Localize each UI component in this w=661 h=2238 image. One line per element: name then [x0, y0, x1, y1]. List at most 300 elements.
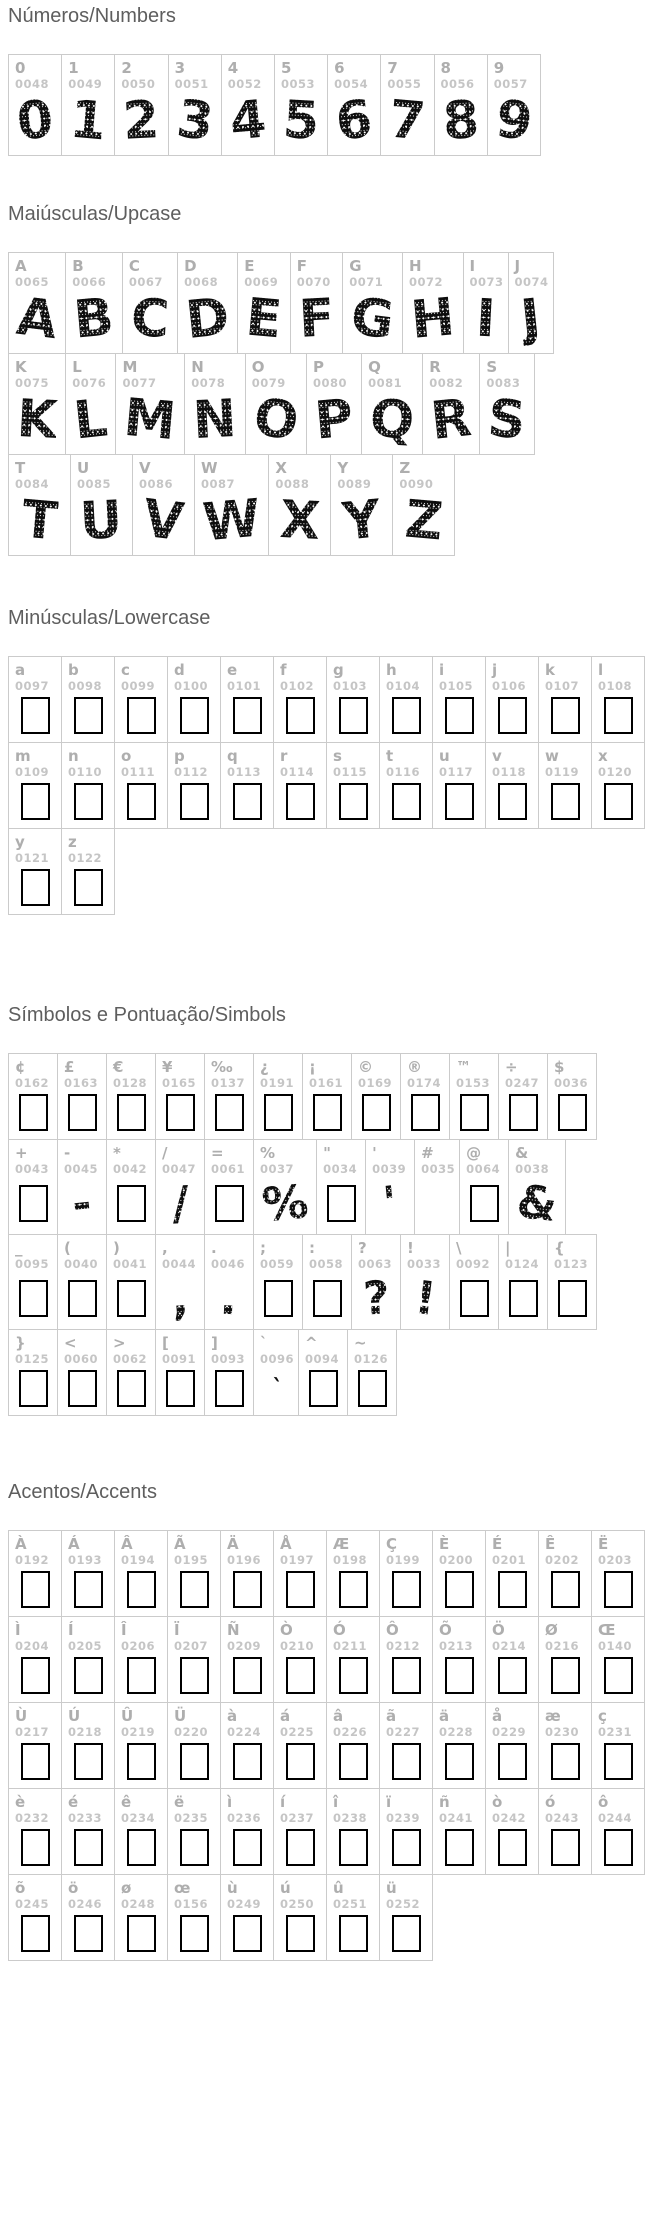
cell-header — [592, 1531, 644, 1567]
glyph-code-label: 0111 — [121, 765, 156, 779]
glyph-code-label: 0206 — [121, 1639, 156, 1653]
glyph-char-label: m — [15, 747, 31, 765]
glyph-cell-0058 — [302, 1234, 352, 1330]
cell-header — [380, 1531, 432, 1567]
missing-glyph-box — [445, 697, 474, 734]
glyph-cell-0242 — [485, 1788, 539, 1875]
glyph-render: V — [139, 488, 188, 554]
cell-header — [486, 1617, 538, 1653]
glyph-char-label: ü — [386, 1879, 397, 1897]
glyph-area — [327, 693, 379, 742]
section-heading-lowercase: Minúsculas/Lowercase — [8, 607, 211, 629]
missing-glyph-box — [233, 1915, 262, 1952]
glyph-cell-0195 — [167, 1530, 221, 1617]
glyph-code-label: 0103 — [333, 679, 368, 693]
cell-header — [303, 1235, 351, 1271]
glyph-area — [274, 693, 326, 742]
glyph-code-label: 0202 — [545, 1553, 580, 1567]
accents-grid — [8, 1530, 661, 1961]
glyph-render: O — [250, 387, 302, 453]
glyph-area — [221, 1653, 273, 1702]
glyph-char-label: } — [15, 1334, 26, 1352]
cell-header — [433, 1617, 485, 1653]
missing-glyph-box — [117, 1370, 146, 1407]
cell-header — [107, 1330, 155, 1366]
glyph-area — [362, 390, 422, 454]
glyph-area — [486, 1739, 538, 1788]
missing-glyph-box — [445, 1829, 474, 1866]
cell-header — [9, 455, 70, 491]
cell-header — [539, 1617, 591, 1653]
glyph-cell-0047 — [155, 1139, 205, 1235]
glyph-cell-0036 — [547, 1053, 597, 1140]
cell-header — [381, 55, 433, 91]
glyph-area — [66, 390, 115, 454]
glyph-code-label: 0086 — [139, 477, 174, 491]
glyph-char-label: v — [492, 747, 502, 765]
glyph-area — [221, 779, 273, 828]
glyph-char-label: Ä — [227, 1535, 239, 1553]
glyph-cell-0106 — [485, 656, 539, 743]
cell-header — [352, 1235, 400, 1271]
glyph-code-label: 0246 — [68, 1897, 103, 1911]
cell-header — [380, 1789, 432, 1825]
cell-header — [435, 55, 487, 91]
cell-header — [107, 1235, 155, 1271]
glyph-char-label: õ — [15, 1879, 26, 1897]
cell-header — [380, 1617, 432, 1653]
glyph-cell-0110 — [61, 742, 115, 829]
glyph-cell-0156 — [167, 1874, 221, 1961]
glyph-code-label: 0227 — [386, 1725, 421, 1739]
glyph-char-label: à — [227, 1707, 238, 1725]
glyph-code-label: 0122 — [68, 851, 103, 865]
section-heading-upcase: Maiúsculas/Upcase — [8, 203, 182, 225]
glyph-code-label: 0076 — [72, 376, 107, 390]
missing-glyph-box — [21, 869, 50, 906]
glyph-area — [433, 1825, 485, 1874]
missing-glyph-box — [286, 1829, 315, 1866]
glyph-cell-0035 — [414, 1139, 460, 1235]
missing-glyph-box — [445, 1743, 474, 1780]
glyph-render: N — [191, 388, 239, 452]
glyph-render: & — [513, 1173, 561, 1233]
missing-glyph-box — [339, 1915, 368, 1952]
glyph-render: ! — [411, 1269, 439, 1327]
cell-header — [254, 1140, 316, 1176]
cell-header — [328, 55, 380, 91]
glyph-area — [486, 1567, 538, 1616]
cell-header — [509, 1140, 565, 1176]
glyph-cell-0072 — [402, 252, 464, 354]
glyph-area — [328, 91, 380, 155]
glyph-cell-0252 — [379, 1874, 433, 1961]
glyph-area — [592, 1567, 644, 1616]
glyph-area — [58, 1090, 106, 1139]
glyph-code-label: 0063 — [358, 1257, 393, 1271]
glyph-code-label: 0074 — [514, 275, 549, 289]
glyph-char-label: @ — [466, 1144, 482, 1162]
glyph-cell-0237 — [273, 1788, 327, 1875]
missing-glyph-box — [551, 783, 580, 820]
cell-header — [9, 1531, 61, 1567]
cell-header — [269, 455, 330, 491]
glyph-cell-0102 — [273, 656, 327, 743]
glyph-code-label: 0203 — [598, 1553, 633, 1567]
glyph-render: A — [13, 286, 61, 352]
glyph-render: H — [408, 287, 458, 351]
glyph-char-label: d — [174, 661, 185, 679]
glyph-render: 8 — [440, 90, 481, 152]
missing-glyph-box — [127, 1915, 156, 1952]
charmap-row — [8, 1329, 661, 1416]
glyph-code-label: 0048 — [15, 77, 50, 91]
cell-header — [123, 253, 177, 289]
section-symbols — [8, 1003, 661, 1416]
glyph-area — [539, 1653, 591, 1702]
cell-header — [464, 253, 508, 289]
glyph-char-label: k — [545, 661, 555, 679]
glyph-cell-0123 — [547, 1234, 597, 1330]
missing-glyph-box — [127, 1571, 156, 1608]
glyph-area — [221, 1911, 273, 1960]
glyph-code-label: 0137 — [211, 1076, 246, 1090]
missing-glyph-box — [498, 1829, 527, 1866]
glyph-area — [433, 1739, 485, 1788]
glyph-area — [58, 1176, 106, 1234]
glyph-cell-0194 — [114, 1530, 168, 1617]
glyph-code-label: 0061 — [211, 1162, 246, 1176]
glyph-code-label: 0118 — [492, 765, 527, 779]
cell-header — [115, 743, 167, 779]
glyph-render: Z — [402, 489, 446, 553]
glyph-cell-0041 — [106, 1234, 156, 1330]
missing-glyph-box — [509, 1280, 538, 1317]
glyph-area — [195, 488, 268, 555]
glyph-area — [205, 1271, 253, 1329]
cell-header — [9, 1235, 57, 1271]
glyph-area — [156, 1366, 204, 1415]
cell-header — [168, 1875, 220, 1911]
glyph-code-label: 0105 — [439, 679, 474, 693]
glyph-area — [9, 1366, 57, 1415]
glyph-char-label: Å — [280, 1535, 292, 1553]
missing-glyph-box — [21, 783, 50, 820]
glyph-code-label: 0126 — [354, 1352, 389, 1366]
glyph-char-label: Û — [121, 1707, 134, 1725]
glyph-code-label: 0038 — [515, 1162, 550, 1176]
glyph-char-label: [ — [162, 1334, 169, 1352]
glyph-code-label: 0054 — [334, 77, 369, 91]
glyph-char-label: W — [201, 459, 218, 477]
cell-header — [366, 1140, 414, 1176]
cell-header — [254, 1330, 298, 1366]
glyph-area — [380, 1825, 432, 1874]
glyph-code-label: 0120 — [598, 765, 633, 779]
glyph-cell-0230 — [538, 1702, 592, 1789]
glyph-cell-0211 — [326, 1616, 380, 1703]
missing-glyph-box — [392, 1915, 421, 1952]
glyph-cell-0068 — [177, 252, 238, 354]
glyph-cell-0197 — [273, 1530, 327, 1617]
glyph-area — [9, 779, 61, 828]
glyph-cell-0093 — [204, 1329, 254, 1416]
glyph-area — [327, 1739, 379, 1788]
glyph-code-label: 0049 — [68, 77, 103, 91]
glyph-area — [9, 1739, 61, 1788]
glyph-area — [464, 289, 508, 353]
glyph-area — [435, 91, 487, 155]
glyph-char-label: : — [309, 1239, 315, 1257]
glyph-char-label: Ø — [545, 1621, 558, 1639]
glyph-char-label: 4 — [227, 59, 239, 77]
glyph-area — [291, 289, 343, 353]
cell-header — [62, 829, 114, 865]
missing-glyph-box — [180, 1657, 209, 1694]
glyph-code-label: 0247 — [505, 1076, 540, 1090]
missing-glyph-box — [411, 1094, 440, 1131]
glyph-char-label: | — [505, 1239, 511, 1257]
missing-glyph-box — [233, 783, 262, 820]
glyph-area — [238, 289, 290, 353]
glyph-render: E — [243, 287, 285, 351]
missing-glyph-box — [551, 1743, 580, 1780]
glyph-area — [539, 779, 591, 828]
glyph-cell-0112 — [167, 742, 221, 829]
glyph-cell-0086 — [132, 454, 195, 556]
glyph-char-label: ‰ — [211, 1058, 233, 1076]
glyph-cell-0089 — [330, 454, 393, 556]
glyph-code-label: 0192 — [15, 1553, 50, 1567]
glyph-area — [156, 1176, 204, 1234]
glyph-cell-0192 — [8, 1530, 62, 1617]
glyph-char-label: { — [554, 1239, 565, 1257]
glyph-char-label: â — [333, 1707, 344, 1725]
cell-header — [486, 657, 538, 693]
cell-header — [9, 1140, 57, 1176]
glyph-render: Y — [339, 489, 384, 553]
glyph-code-label: 0204 — [15, 1639, 50, 1653]
glyph-code-label: 0205 — [68, 1639, 103, 1653]
lowercase-grid — [8, 656, 661, 915]
cell-header — [362, 354, 422, 390]
missing-glyph-box — [74, 1829, 103, 1866]
glyph-area — [303, 1090, 351, 1139]
glyph-render: T — [19, 489, 60, 553]
cell-header — [115, 55, 167, 91]
cell-header — [307, 354, 361, 390]
glyph-cell-0163 — [57, 1053, 107, 1140]
missing-glyph-box — [358, 1370, 387, 1407]
glyph-cell-0249 — [220, 1874, 274, 1961]
cell-header — [9, 354, 65, 390]
glyph-area — [9, 1271, 57, 1329]
cell-header — [156, 1140, 204, 1176]
missing-glyph-box — [233, 697, 262, 734]
glyph-char-label: í — [280, 1793, 286, 1811]
glyph-code-label: 0088 — [275, 477, 310, 491]
glyph-cell-0246 — [61, 1874, 115, 1961]
glyph-char-label: Ã — [174, 1535, 186, 1553]
glyph-cell-0094 — [298, 1329, 348, 1416]
glyph-cell-0162 — [8, 1053, 58, 1140]
glyph-render: X — [278, 489, 322, 553]
glyph-cell-0052 — [221, 54, 275, 156]
glyph-render: 7 — [386, 89, 429, 153]
glyph-cell-0125 — [8, 1329, 58, 1416]
glyph-cell-0090 — [392, 454, 455, 556]
glyph-cell-0234 — [114, 1788, 168, 1875]
cell-header — [592, 1789, 644, 1825]
glyph-char-label: ( — [64, 1239, 71, 1257]
glyph-cell-0105 — [432, 656, 486, 743]
glyph-char-label: Ô — [386, 1621, 399, 1639]
cell-header — [221, 1703, 273, 1739]
glyph-area — [401, 1090, 449, 1139]
glyph-char-label: Ù — [15, 1707, 28, 1725]
missing-glyph-box — [166, 1370, 195, 1407]
glyph-cell-0096 — [253, 1329, 299, 1416]
glyph-code-label: 0237 — [280, 1811, 315, 1825]
glyph-cell-0119 — [538, 742, 592, 829]
cell-header — [450, 1054, 498, 1090]
glyph-code-label: 0034 — [323, 1162, 358, 1176]
cell-header — [168, 1617, 220, 1653]
glyph-cell-0218 — [61, 1702, 115, 1789]
cell-header — [539, 743, 591, 779]
glyph-area — [327, 1825, 379, 1874]
glyph-area — [274, 1567, 326, 1616]
glyph-area — [62, 1567, 114, 1616]
cell-header — [343, 253, 402, 289]
glyph-area — [539, 693, 591, 742]
glyph-area — [115, 693, 167, 742]
glyph-area — [433, 1567, 485, 1616]
glyph-code-label: 0225 — [280, 1725, 315, 1739]
glyph-area — [168, 1567, 220, 1616]
glyph-code-label: 0123 — [554, 1257, 589, 1271]
missing-glyph-box — [127, 1657, 156, 1694]
cell-header — [380, 1703, 432, 1739]
upcase-grid — [8, 252, 661, 556]
cell-header — [433, 743, 485, 779]
cell-header — [9, 1789, 61, 1825]
glyph-char-label: £ — [64, 1058, 75, 1076]
glyph-cell-0219 — [114, 1702, 168, 1789]
cell-header — [393, 455, 454, 491]
glyph-area — [366, 1176, 414, 1234]
missing-glyph-box — [604, 783, 633, 820]
cell-header — [486, 743, 538, 779]
glyph-code-label: 0156 — [174, 1897, 209, 1911]
glyph-char-label: ¢ — [15, 1058, 26, 1076]
cell-header — [539, 1789, 591, 1825]
glyph-code-label: 0078 — [191, 376, 226, 390]
missing-glyph-box — [339, 1829, 368, 1866]
glyph-area — [539, 1739, 591, 1788]
cell-header — [62, 1875, 114, 1911]
missing-glyph-box — [74, 1743, 103, 1780]
glyph-area — [380, 1911, 432, 1960]
glyph-cell-0033 — [400, 1234, 450, 1330]
glyph-cell-0070 — [290, 252, 344, 354]
glyph-area — [9, 1176, 57, 1234]
cell-header — [352, 1054, 400, 1090]
charmap-row — [8, 1788, 661, 1875]
glyph-char-label: e — [227, 661, 238, 679]
glyph-cell-0202 — [538, 1530, 592, 1617]
glyph-char-label: ] — [211, 1334, 218, 1352]
glyph-area — [327, 779, 379, 828]
glyph-char-label: < — [64, 1334, 77, 1352]
glyph-code-label: 0200 — [439, 1553, 474, 1567]
glyph-char-label: . — [211, 1239, 217, 1257]
glyph-char-label: l — [598, 661, 604, 679]
glyph-cell-0100 — [167, 656, 221, 743]
glyph-cell-0037 — [253, 1139, 317, 1235]
glyph-char-label: 5 — [280, 59, 292, 77]
glyph-area — [303, 1271, 351, 1329]
glyph-render: L — [71, 388, 111, 452]
glyph-char-label: b — [68, 661, 79, 679]
glyph-cell-0214 — [485, 1616, 539, 1703]
glyph-char-label: Õ — [439, 1621, 452, 1639]
missing-glyph-box — [21, 1915, 50, 1952]
glyph-code-label: 0231 — [598, 1725, 633, 1739]
cell-header — [168, 1531, 220, 1567]
glyph-code-label: 0095 — [15, 1257, 50, 1271]
glyph-area — [168, 1653, 220, 1702]
glyph-cell-0193 — [61, 1530, 115, 1617]
glyph-area — [486, 1653, 538, 1702]
glyph-code-label: 0211 — [333, 1639, 368, 1653]
glyph-char-label: é — [68, 1793, 79, 1811]
missing-glyph-box — [286, 1915, 315, 1952]
glyph-area — [115, 779, 167, 828]
cell-header — [592, 1703, 644, 1739]
glyph-render: 2 — [121, 90, 162, 152]
glyph-char-label: h — [386, 661, 397, 679]
glyph-char-label: Í — [68, 1621, 74, 1639]
missing-glyph-box — [460, 1094, 489, 1131]
glyph-cell-0091 — [155, 1329, 205, 1416]
missing-glyph-box — [286, 1743, 315, 1780]
glyph-cell-0231 — [591, 1702, 645, 1789]
glyph-cell-0191 — [253, 1053, 303, 1140]
glyph-area — [168, 1825, 220, 1874]
glyph-area — [116, 387, 184, 454]
charmap-row — [8, 1874, 661, 1961]
glyph-code-label: 0097 — [15, 679, 50, 693]
glyph-char-label: ï — [386, 1793, 392, 1811]
glyph-cell-0049 — [61, 54, 115, 156]
cell-header — [327, 1531, 379, 1567]
glyph-area — [246, 387, 306, 454]
glyph-area — [62, 1911, 114, 1960]
glyph-char-label: I — [469, 257, 476, 275]
glyph-code-label: 0082 — [429, 376, 464, 390]
glyph-code-label: 0043 — [15, 1162, 50, 1176]
glyph-area — [9, 286, 65, 353]
glyph-area — [307, 390, 361, 454]
glyph-area — [66, 289, 122, 353]
section-heading-numbers: Números/Numbers — [8, 5, 176, 27]
glyph-code-label: 0065 — [15, 275, 50, 289]
glyph-cell-0060 — [57, 1329, 107, 1416]
glyph-char-label: t — [386, 747, 394, 765]
cell-header — [380, 1875, 432, 1911]
glyph-code-label: 0083 — [486, 376, 521, 390]
